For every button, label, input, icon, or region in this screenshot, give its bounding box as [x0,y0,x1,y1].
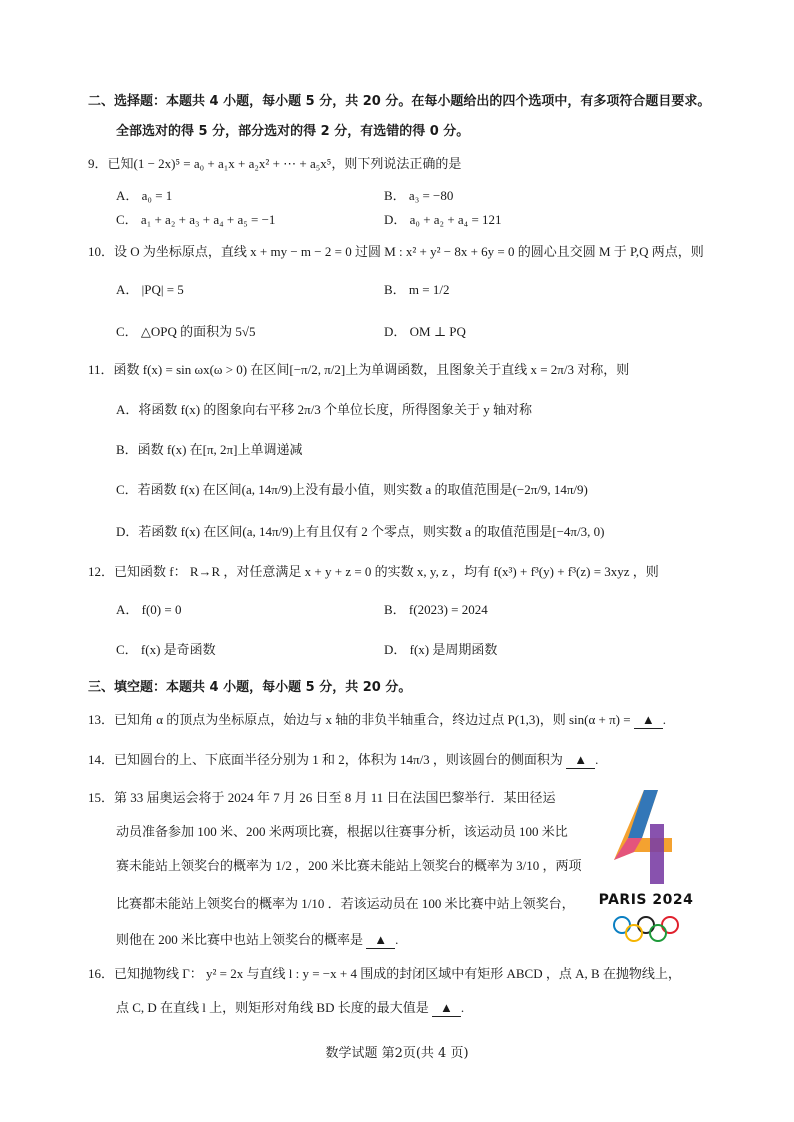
q16-end: . [460,1000,465,1015]
q15-end: . [395,932,399,947]
q16-line-2 [116,998,464,1018]
paris-2024-emblem-icon [592,780,700,890]
q11-option-b: B．函数 f(x) 在[π, 2π]上单调递减 [116,442,303,457]
q10-option-d: D． OM ⊥ PQ [384,324,466,339]
q12-option-b: B． f(2023) = 2024 [384,602,488,617]
olympic-rings-icon [592,914,700,944]
section-2-scoring: 全部选对的得 5 分，部分选对的得 2 分，有选错的得 0 分。 [116,124,470,139]
q9-option-a: A． a₀ = 1 [116,188,173,203]
q15-answer-blank[interactable]: ▲ [366,932,395,949]
q9-option-d: D． a₀ + a₂ + a₄ = 121 [384,212,502,227]
q10-stem: 10．设 O 为坐标原点，直线 x + my − m − 2 = 0 过圆 M : x² + y² − 8x + 6y = 0 的圆心且交圆 M 于 P,Q 两点，则 [88,244,704,259]
section-2-heading: 二、选择题：本题共 4 小题，每小题 5 分，共 20 分。在每小题给出的四个选项中，有多项符合题目要求。 [88,94,711,109]
q13-text: 13．已知角 α 的顶点为坐标原点，始边与 x 轴的非负半轴重合，终边过点 P(1,3)，则 sin(α + π) = [88,712,631,727]
section-3-heading: 三、填空题：本题共 4 小题，每小题 5 分，共 20 分。 [88,680,412,695]
q15-line-5 [116,930,398,950]
q15-line-3: 赛未能站上领奖台的概率为 1/2 ，200 米比赛未能站上领奖台的概率为 3/10 ，两项 [116,858,582,873]
q13-answer-blank[interactable]: ▲ [634,712,663,729]
q9-option-c: C． a₁ + a₂ + a₃ + a₄ + a₅ = −1 [116,212,276,227]
q14 [88,750,598,770]
q14-end: . [595,752,599,767]
q15-line-2: 动员准备参加 100 米、200 米两项比赛，根据以往赛事分析，该运动员 100 米比 [116,824,568,839]
q11-option-a: A．将函数 f(x) 的图象向右平移 2π/3 个单位长度，所得图象关于 y 轴对称 [116,402,533,417]
q10-option-c: C． △OPQ 的面积为 5√5 [116,324,256,339]
q9-option-b: B． a₃ = −80 [384,188,454,203]
q15-text: 则他在 200 米比赛中也站上领奖台的概率是 [116,932,364,947]
q14-text: 14．已知圆台的上、下底面半径分别为 1 和 2，体积为 14π/3 ，则该圆台的侧面积为 [88,752,563,767]
q9-stem: 9．已知(1 − 2x)⁵ = a₀ + a₁x + a₂x² + ⋯ + a₅x⁵，则下列说法正确的是 [88,156,462,171]
q10-option-a: A． |PQ| = 5 [116,282,184,297]
q13-end: . [662,712,666,727]
paris-2024-olympic-logo-icon [592,780,700,945]
q11-stem: 11．函数 f(x) = sin ωx(ω > 0) 在区间[−π/2, π/2]上为单调函数，且图象关于直线 x = 2π/3 对称，则 [88,362,630,377]
q14-answer-blank[interactable]: ▲ [566,752,595,769]
q10-option-b: B． m = 1/2 [384,282,450,297]
q15-line-4: 比赛都未能站上领奖台的概率为 1/10 ．若该运动员在 100 米比赛中站上领奖台， [116,896,575,911]
q11-option-d: D．若函数 f(x) 在区间(a, 14π/9)上有且仅有 2 个零点，则实数 a 的取值范围是[−4π/3, 0) [116,524,605,539]
paris-2024-text: PARIS 2024 [598,892,694,908]
page-footer: 数学试题 第2页(共 4 页) [325,1046,469,1061]
q16-line-1: 16．已知抛物线 Γ： y² = 2x 与直线 l : y = −x + 4 围成的封闭区域中有矩形 ABCD ，点 A, B 在抛物线上， [88,966,681,981]
q12-option-d: D． f(x) 是周期函数 [384,642,498,657]
q12-option-a: A． f(0) = 0 [116,602,182,617]
q12-stem: 12．已知函数 f： R→R ，对任意满足 x + y + z = 0 的实数 x, y, z ，均有 f(x³) + f³(y) + f³(z) = 3xyz ，则 [88,564,659,579]
q13 [88,710,666,730]
q16-text: 点 C, D 在直线 l 上，则矩形对角线 BD 长度的最大值是 [116,1000,429,1015]
q16-answer-blank[interactable]: ▲ [432,1000,461,1017]
q11-option-c: C．若函数 f(x) 在区间(a, 14π/9)上没有最小值，则实数 a 的取值范围是(−2π/9, 14π/9) [116,482,588,497]
q12-option-c: C． f(x) 是奇函数 [116,642,216,657]
q15-line-1: 15．第 33 届奥运会将于 2024 年 7 月 26 日至 8 月 11 日在法国巴黎举行．某田径运 [88,790,556,805]
